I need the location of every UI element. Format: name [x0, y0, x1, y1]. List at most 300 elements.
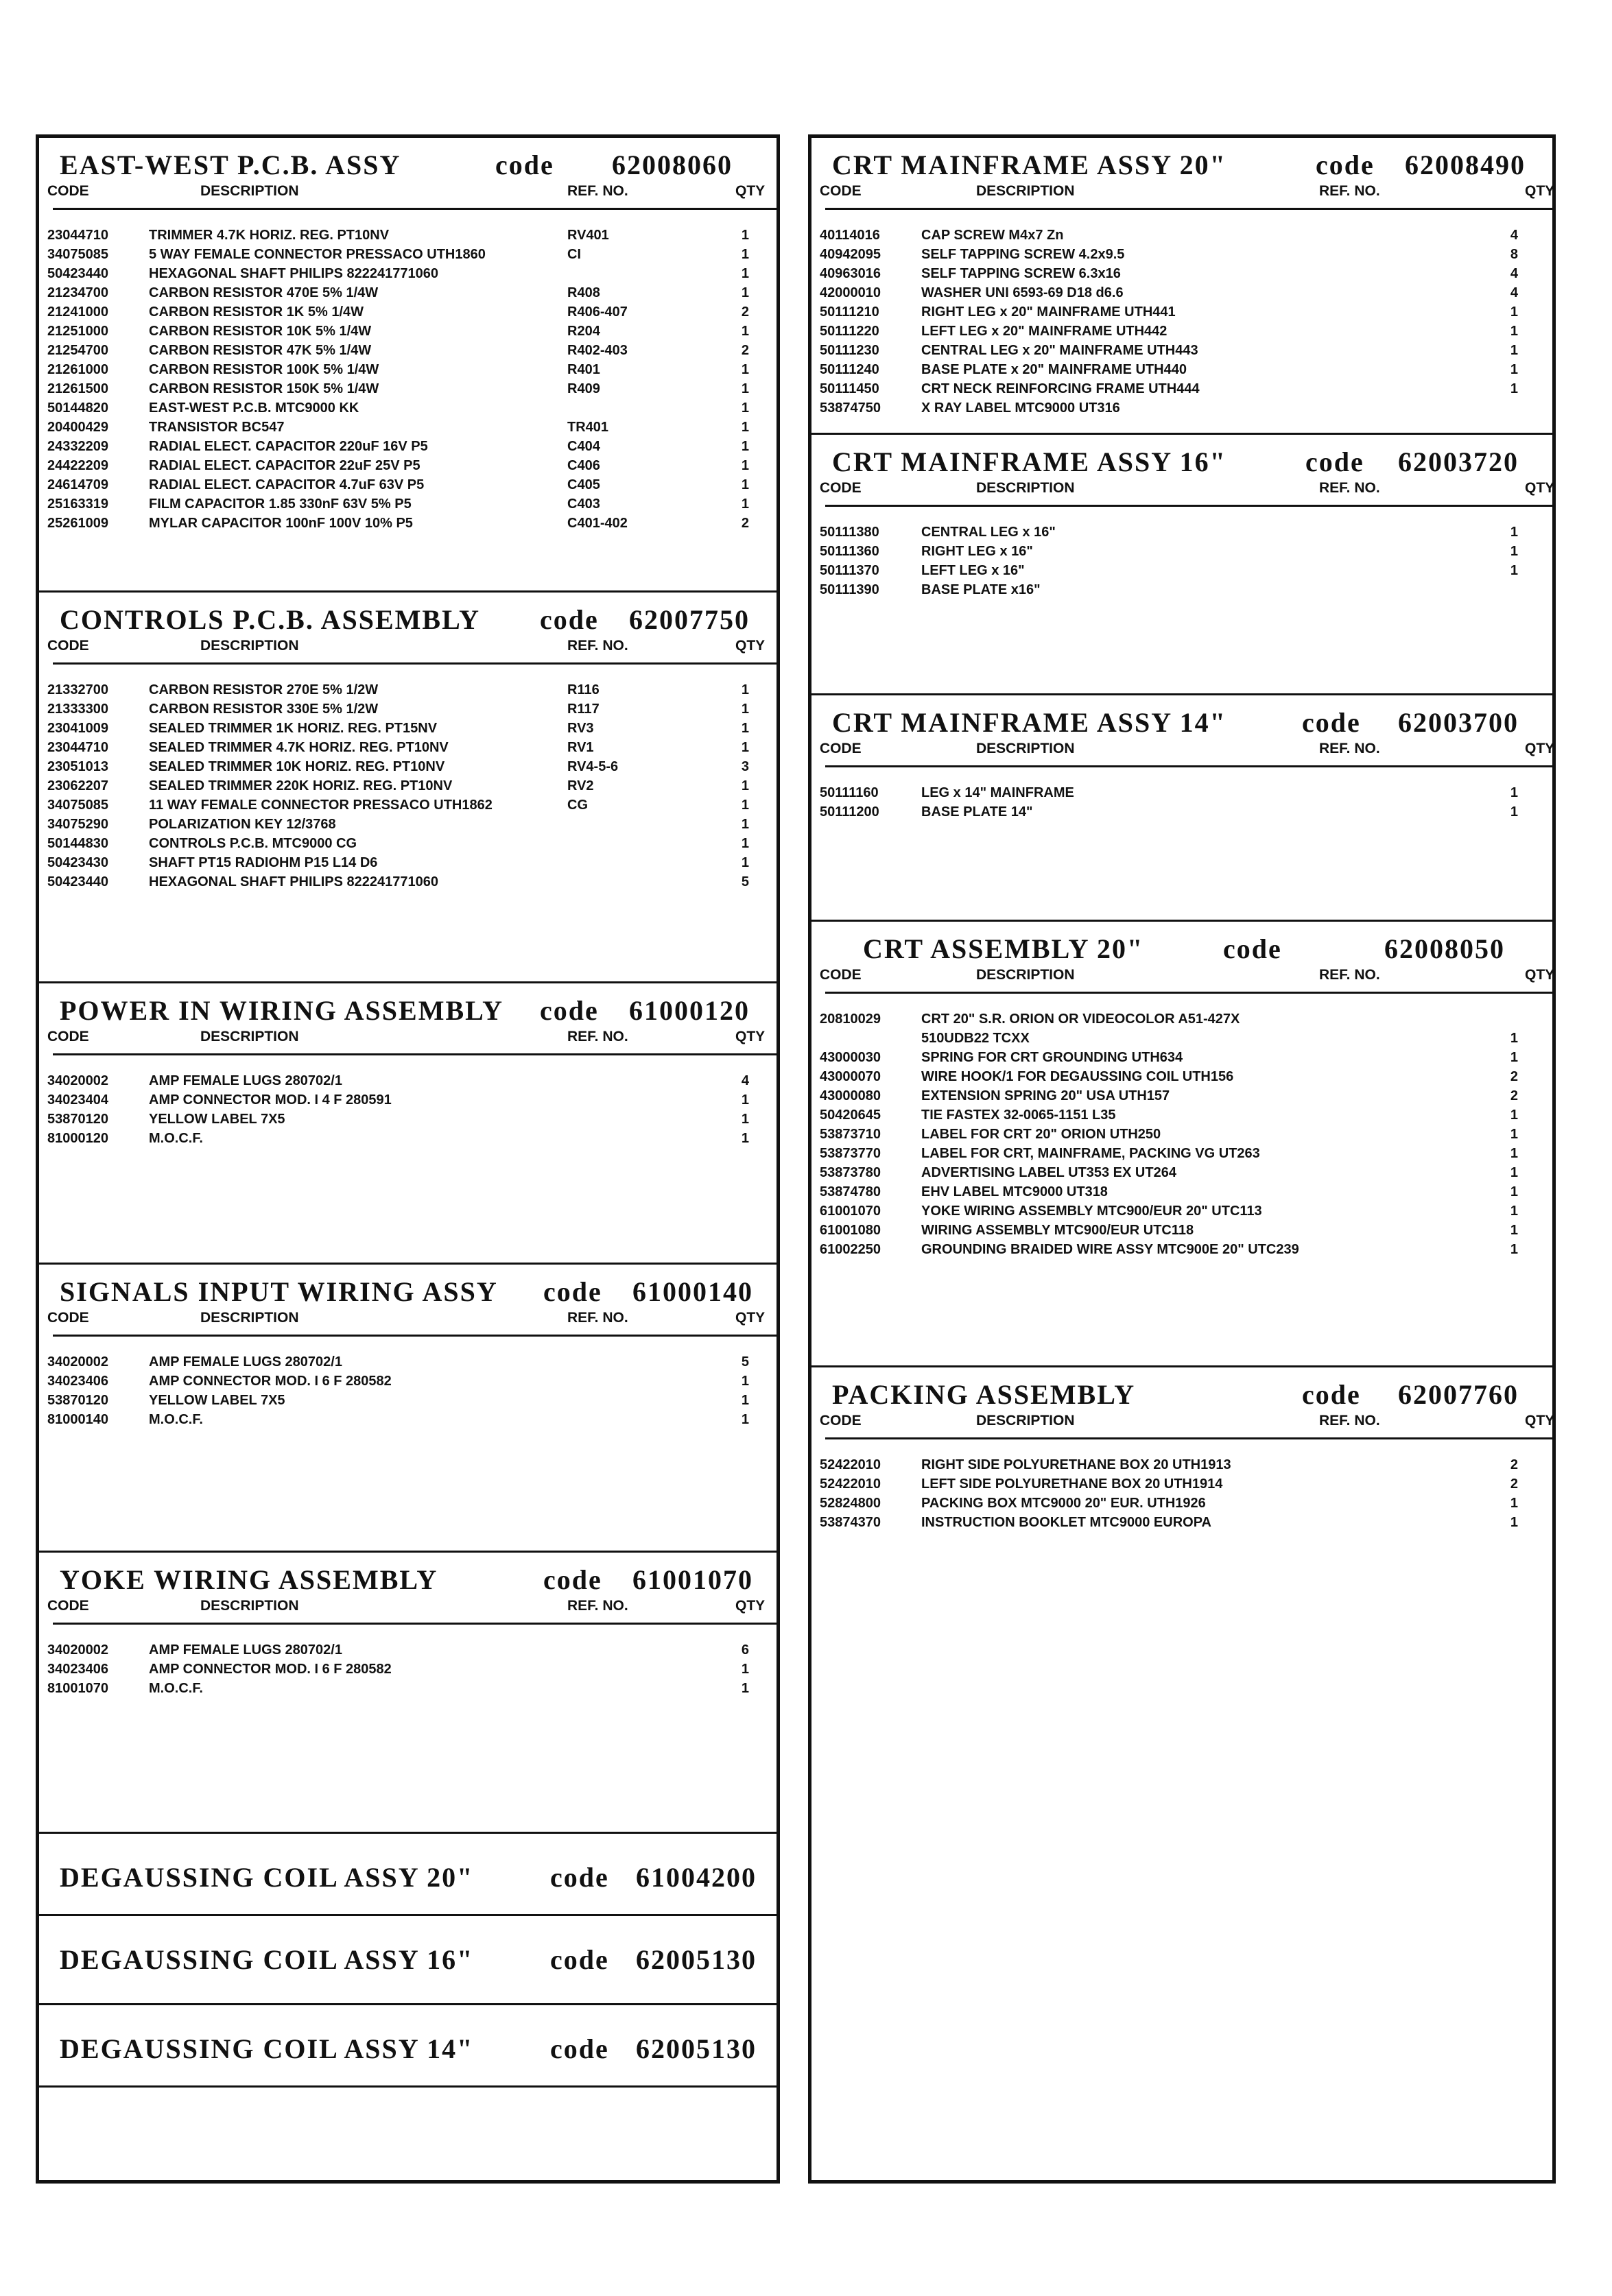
item-code: 23044710	[47, 228, 108, 243]
section-title-row	[39, 989, 777, 1030]
column-header-row	[39, 1310, 777, 1330]
table-row	[811, 1494, 1552, 1513]
item-code: 21261000	[47, 362, 108, 377]
code-label: code	[1316, 150, 1375, 180]
item-qty: 6	[741, 1642, 749, 1658]
table-row	[39, 264, 777, 283]
item-description: GROUNDING BRAIDED WIRE ASSY MTC900E 20" UTC239	[921, 1242, 1299, 1257]
item-description: LEFT LEG x 20" MAINFRAME UTH442	[921, 324, 1167, 339]
section-title-row	[811, 1373, 1552, 1414]
left-section	[39, 1551, 777, 1832]
header-qty: QTY	[735, 183, 766, 199]
item-code: 34020002	[47, 1642, 108, 1658]
table-row	[39, 1660, 777, 1679]
item-description: CENTRAL LEG x 16"	[921, 525, 1056, 540]
item-code: 50420645	[820, 1108, 881, 1123]
header-description: DESCRIPTION	[200, 638, 299, 654]
item-code: 34020002	[47, 1354, 108, 1370]
item-qty: 1	[741, 228, 749, 243]
item-ref: R401	[567, 362, 600, 377]
table-row	[811, 264, 1552, 283]
item-description: CARBON RESISTOR 1K 5% 1/4W	[149, 304, 364, 320]
table-row	[39, 776, 777, 796]
item-code: 50111360	[820, 544, 879, 559]
left-column	[36, 134, 780, 2184]
section-code: 61000120	[629, 995, 750, 1026]
item-qty: 1	[741, 1131, 749, 1146]
header-code: CODE	[820, 183, 862, 199]
section-title: DEGAUSSING COIL ASSY 14"	[60, 2033, 474, 2064]
item-qty: 1	[1510, 1242, 1518, 1257]
item-code: 24614709	[47, 477, 108, 492]
column-header-row	[39, 1029, 777, 1049]
table-row	[39, 398, 777, 418]
item-description: TIE FASTEX 32-0065-1151 L35	[921, 1108, 1116, 1123]
item-code: 53874370	[820, 1515, 881, 1530]
item-code: 61001070	[820, 1204, 881, 1219]
section-code: 61004200	[636, 1862, 757, 1893]
item-code: 25261009	[47, 516, 108, 531]
item-qty: 1	[741, 1412, 749, 1427]
table-row	[811, 802, 1552, 822]
item-list	[39, 1071, 777, 1148]
header-rule	[53, 1053, 777, 1055]
section-title-row	[39, 1558, 777, 1599]
item-qty: 1	[1510, 1165, 1518, 1180]
item-code: 52422010	[820, 1457, 881, 1472]
item-code: 50111230	[820, 343, 879, 358]
item-description: RIGHT LEG x 20" MAINFRAME UTH441	[921, 304, 1176, 320]
item-code: 40963016	[820, 266, 881, 281]
item-qty: 2	[1510, 1457, 1518, 1472]
table-row	[811, 1201, 1552, 1221]
item-code: 53873770	[820, 1146, 881, 1161]
item-list	[811, 523, 1552, 599]
item-qty: 1	[741, 702, 749, 717]
item-qty: 1	[1510, 343, 1518, 358]
item-description: AMP CONNECTOR MOD. I 4 F 280591	[149, 1092, 392, 1108]
item-code: 53874750	[820, 400, 881, 416]
item-ref: RV1	[567, 740, 594, 755]
section-title: DEGAUSSING COIL ASSY 16"	[60, 1944, 474, 1975]
item-description: CARBON RESISTOR 47K 5% 1/4W	[149, 343, 372, 358]
item-code: 21332700	[47, 682, 108, 697]
code-label: code	[1302, 1379, 1361, 1410]
item-qty: 1	[741, 1112, 749, 1127]
item-ref: C401-402	[567, 516, 628, 531]
table-row	[811, 1048, 1552, 1067]
table-row	[39, 226, 777, 245]
table-row	[811, 1221, 1552, 1240]
item-description: RADIAL ELECT. CAPACITOR 22uF 25V P5	[149, 458, 420, 473]
table-row	[39, 302, 777, 322]
item-code: 50111370	[820, 563, 879, 578]
section-code: 62005130	[636, 1944, 757, 1975]
item-qty: 1	[1510, 1127, 1518, 1142]
item-code: 52824800	[820, 1496, 881, 1511]
item-code: 53870120	[47, 1112, 108, 1127]
table-row	[811, 302, 1552, 322]
header-code: CODE	[820, 741, 862, 756]
table-row	[811, 561, 1552, 580]
item-qty: 1	[741, 324, 749, 339]
table-row	[811, 1029, 1552, 1048]
header-code: CODE	[820, 480, 862, 496]
table-row	[811, 1455, 1552, 1474]
header-description: DESCRIPTION	[976, 1413, 1075, 1428]
table-row	[811, 1086, 1552, 1105]
table-row	[39, 1410, 777, 1429]
item-qty: 2	[1510, 1088, 1518, 1103]
item-qty: 1	[1510, 1223, 1518, 1238]
item-qty: 1	[741, 362, 749, 377]
item-ref: C406	[567, 458, 600, 473]
item-code: 50111210	[820, 304, 879, 320]
header-rule	[825, 765, 1552, 767]
bottom-rule	[39, 2085, 777, 2092]
item-description: LEFT LEG x 16"	[921, 563, 1025, 578]
item-qty: 4	[1510, 228, 1518, 243]
item-code: 50423440	[47, 266, 108, 281]
degaussing-title-row	[39, 1916, 777, 1998]
item-description: WIRING ASSEMBLY MTC900/EUR UTC118	[921, 1223, 1194, 1238]
item-code: 43000080	[820, 1088, 881, 1103]
code-label: code	[540, 604, 599, 635]
item-description: LABEL FOR CRT 20" ORION UTH250	[921, 1127, 1161, 1142]
code-label: code	[543, 1564, 602, 1595]
item-description: MYLAR CAPACITOR 100nF 100V 10% P5	[149, 516, 413, 531]
table-row	[811, 226, 1552, 245]
item-code: 20810029	[820, 1012, 881, 1027]
item-description: LEFT SIDE POLYURETHANE BOX 20 UTH1914	[921, 1476, 1223, 1492]
item-qty: 1	[741, 266, 749, 281]
left-section	[39, 138, 777, 590]
header-qty: QTY	[735, 1310, 766, 1326]
header-description: DESCRIPTION	[200, 1598, 299, 1614]
item-description: SEALED TRIMMER 1K HORIZ. REG. PT15NV	[149, 721, 438, 736]
item-code: 50111160	[820, 785, 879, 800]
item-description: LEG x 14" MAINFRAME	[921, 785, 1074, 800]
section-title: DEGAUSSING COIL ASSY 20"	[60, 1862, 474, 1893]
item-description: CARBON RESISTOR 10K 5% 1/4W	[149, 324, 372, 339]
item-list	[39, 226, 777, 533]
item-qty: 1	[741, 497, 749, 512]
item-qty: 1	[1510, 804, 1518, 820]
item-description: WASHER UNI 6593-69 D18 d6.6	[921, 285, 1124, 300]
table-row	[811, 1105, 1552, 1125]
header-qty: QTY	[1525, 183, 1555, 199]
item-description: RIGHT LEG x 16"	[921, 544, 1033, 559]
item-qty: 1	[741, 477, 749, 492]
item-description: YOKE WIRING ASSEMBLY MTC900/EUR 20" UTC113	[921, 1204, 1262, 1219]
item-qty: 1	[741, 247, 749, 262]
item-ref: RV3	[567, 721, 594, 736]
item-qty: 4	[1510, 266, 1518, 281]
table-row	[39, 1391, 777, 1410]
header-description: DESCRIPTION	[976, 480, 1075, 496]
table-row	[39, 853, 777, 872]
header-ref: REF. NO.	[567, 1310, 628, 1326]
item-description: RADIAL ELECT. CAPACITOR 4.7uF 63V P5	[149, 477, 425, 492]
item-qty: 1	[1510, 1146, 1518, 1161]
item-code: 34020002	[47, 1073, 108, 1088]
item-qty: 1	[1510, 1050, 1518, 1065]
right-section	[811, 433, 1555, 693]
item-qty: 4	[1510, 285, 1518, 300]
item-qty: 1	[1510, 1031, 1518, 1046]
code-label: code	[550, 2033, 609, 2064]
section-title-row	[811, 440, 1552, 481]
degaussing-section	[39, 2003, 777, 2085]
table-row	[39, 1352, 777, 1372]
item-code: 50111450	[820, 381, 879, 396]
table-row	[39, 514, 777, 533]
table-row	[811, 1144, 1552, 1163]
item-description: AMP CONNECTOR MOD. I 6 F 280582	[149, 1662, 392, 1677]
code-label: code	[1302, 707, 1361, 738]
section-title: CRT MAINFRAME ASSY 16"	[832, 446, 1226, 477]
section-code: 62005130	[636, 2033, 757, 2064]
item-code: 34023406	[47, 1662, 108, 1677]
item-qty: 2	[1510, 1476, 1518, 1492]
item-description: BASE PLATE x16"	[921, 582, 1041, 597]
table-row	[811, 580, 1552, 599]
section-code: 62008060	[612, 150, 733, 180]
section-title-row	[811, 701, 1552, 742]
item-list	[811, 783, 1552, 822]
item-ref: CG	[567, 798, 588, 813]
item-description: SELF TAPPING SCREW 4.2x9.5	[921, 247, 1125, 262]
item-description: M.O.C.F.	[149, 1681, 203, 1696]
item-description: 11 WAY FEMALE CONNECTOR PRESSACO UTH1862	[149, 798, 493, 813]
column-header-row	[39, 1598, 777, 1618]
item-code: 50111200	[820, 804, 879, 820]
item-qty: 1	[741, 285, 749, 300]
item-code: 50144830	[47, 836, 108, 851]
header-rule	[825, 1437, 1552, 1439]
table-row	[39, 796, 777, 815]
item-description: CONTROLS P.C.B. MTC9000 CG	[149, 836, 357, 851]
item-code: 42000010	[820, 285, 881, 300]
section-title-row	[811, 143, 1552, 184]
code-label: code	[550, 1862, 609, 1893]
item-description: SEALED TRIMMER 220K HORIZ. REG. PT10NV	[149, 778, 453, 793]
header-qty: QTY	[1525, 480, 1555, 496]
table-row	[39, 379, 777, 398]
item-qty: 1	[1510, 1515, 1518, 1530]
item-code: 34023404	[47, 1092, 108, 1108]
table-row	[39, 680, 777, 699]
item-description: YELLOW LABEL 7X5	[149, 1393, 285, 1408]
item-code: 81000120	[47, 1131, 108, 1146]
item-qty: 2	[1510, 1069, 1518, 1084]
item-code: 24422209	[47, 458, 108, 473]
item-description: 5 WAY FEMALE CONNECTOR PRESSACO UTH1860	[149, 247, 486, 262]
section-title-row	[39, 143, 777, 184]
section-code: 62008490	[1405, 150, 1526, 180]
header-ref: REF. NO.	[1319, 183, 1380, 199]
table-row	[811, 322, 1552, 341]
item-qty: 1	[1510, 381, 1518, 396]
section-code: 62007760	[1398, 1379, 1519, 1410]
item-description: BASE PLATE x 20" MAINFRAME UTH440	[921, 362, 1187, 377]
header-description: DESCRIPTION	[976, 967, 1075, 983]
item-qty: 1	[741, 855, 749, 870]
table-row	[39, 418, 777, 437]
item-qty: 1	[1510, 1184, 1518, 1199]
right-section	[811, 138, 1555, 433]
item-description: PACKING BOX MTC9000 20" EUR. UTH1926	[921, 1496, 1206, 1511]
item-description: CARBON RESISTOR 470E 5% 1/4W	[149, 285, 379, 300]
item-description: X RAY LABEL MTC9000 UT316	[921, 400, 1120, 416]
item-code: 21251000	[47, 324, 108, 339]
item-code: 50423430	[47, 855, 108, 870]
item-code: 21241000	[47, 304, 108, 320]
header-code: CODE	[47, 1029, 89, 1044]
header-qty: QTY	[735, 1029, 766, 1044]
item-ref: RV4-5-6	[567, 759, 619, 774]
item-ref: TR401	[567, 420, 609, 435]
item-list	[39, 1352, 777, 1429]
table-row	[39, 1071, 777, 1090]
section-title-row	[39, 598, 777, 639]
degaussing-title-row	[39, 1834, 777, 1916]
table-row	[39, 283, 777, 302]
table-row	[811, 1182, 1552, 1201]
item-qty: 1	[1510, 304, 1518, 320]
item-code: 53874780	[820, 1184, 881, 1199]
header-ref: REF. NO.	[567, 1598, 628, 1614]
item-qty: 2	[741, 516, 749, 531]
item-ref: R406-407	[567, 304, 628, 320]
item-code: 50111240	[820, 362, 879, 377]
item-code: 23062207	[47, 778, 108, 793]
header-qty: QTY	[1525, 1413, 1555, 1428]
header-ref: REF. NO.	[1319, 967, 1380, 983]
section-title-row	[39, 1270, 777, 1311]
table-row	[811, 1125, 1552, 1144]
item-qty: 2	[741, 343, 749, 358]
item-code: 23051013	[47, 759, 108, 774]
degaussing-title-row	[39, 2005, 777, 2088]
table-row	[39, 360, 777, 379]
header-code: CODE	[47, 1598, 89, 1614]
header-description: DESCRIPTION	[200, 1310, 299, 1326]
item-description: M.O.C.F.	[149, 1131, 203, 1146]
header-code: CODE	[820, 1413, 862, 1428]
section-code: 62003720	[1398, 446, 1519, 477]
item-qty: 8	[1510, 247, 1518, 262]
table-row	[811, 1163, 1552, 1182]
table-row	[811, 1513, 1552, 1532]
item-description: FILM CAPACITOR 1.85 330nF 63V 5% P5	[149, 497, 412, 512]
item-code: 34075290	[47, 817, 108, 832]
item-description: HEXAGONAL SHAFT PHILIPS 822241771060	[149, 874, 439, 889]
item-ref: R408	[567, 285, 600, 300]
section-code: 61001070	[632, 1564, 753, 1595]
table-row	[39, 757, 777, 776]
item-code: 24332209	[47, 439, 108, 454]
item-qty: 1	[1510, 362, 1518, 377]
header-description: DESCRIPTION	[200, 1029, 299, 1044]
item-qty: 1	[741, 798, 749, 813]
table-row	[811, 283, 1552, 302]
item-qty: 1	[741, 778, 749, 793]
item-qty: 1	[741, 1681, 749, 1696]
header-code: CODE	[47, 1310, 89, 1326]
column-header-row	[811, 967, 1555, 988]
section-code: 62008050	[1384, 933, 1505, 964]
table-row	[39, 437, 777, 456]
item-code: 20400429	[47, 420, 108, 435]
item-code: 23044710	[47, 740, 108, 755]
section-title: PACKING ASSEMBLY	[832, 1379, 1136, 1410]
header-qty: QTY	[735, 638, 766, 654]
table-row	[811, 1474, 1552, 1494]
item-list	[811, 1455, 1552, 1532]
item-qty: 2	[741, 304, 749, 320]
item-code: 81001070	[47, 1681, 108, 1696]
code-label: code	[1305, 446, 1364, 477]
item-qty: 1	[741, 1393, 749, 1408]
item-qty: 1	[1510, 1496, 1518, 1511]
table-row	[39, 1090, 777, 1110]
item-qty: 1	[1510, 785, 1518, 800]
item-description: M.O.C.F.	[149, 1412, 203, 1427]
item-code: 23041009	[47, 721, 108, 736]
item-code: 40114016	[820, 228, 880, 243]
column-header-row	[811, 1413, 1555, 1433]
item-qty: 1	[1510, 544, 1518, 559]
column-header-row	[811, 741, 1555, 761]
table-row	[811, 783, 1552, 802]
header-rule	[53, 1623, 777, 1625]
item-code: 53870120	[47, 1393, 108, 1408]
item-qty: 1	[741, 1374, 749, 1389]
table-row	[39, 341, 777, 360]
header-description: DESCRIPTION	[976, 741, 1075, 756]
item-description: CRT 20" S.R. ORION OR VIDEOCOLOR A51-427X	[921, 1012, 1240, 1027]
table-row	[811, 245, 1552, 264]
item-ref: R402-403	[567, 343, 628, 358]
item-description: AMP FEMALE LUGS 280702/1	[149, 1642, 342, 1658]
item-qty: 1	[741, 1662, 749, 1677]
code-label: code	[1223, 933, 1282, 964]
table-row	[39, 1679, 777, 1698]
header-code: CODE	[47, 638, 89, 654]
item-qty: 1	[1510, 563, 1518, 578]
item-description: AMP FEMALE LUGS 280702/1	[149, 1073, 342, 1088]
item-description: CARBON RESISTOR 270E 5% 1/2W	[149, 682, 379, 697]
table-row	[811, 341, 1552, 360]
item-list	[39, 680, 777, 892]
item-qty: 1	[741, 439, 749, 454]
item-description: CENTRAL LEG x 20" MAINFRAME UTH443	[921, 343, 1198, 358]
section-title: EAST-WEST P.C.B. ASSY	[60, 150, 401, 180]
item-ref: C405	[567, 477, 600, 492]
item-qty: 1	[1510, 1204, 1518, 1219]
item-qty: 1	[741, 721, 749, 736]
item-code: 40942095	[820, 247, 881, 262]
table-row	[39, 738, 777, 757]
item-qty: 1	[741, 682, 749, 697]
header-ref: REF. NO.	[1319, 1413, 1380, 1428]
item-description: EHV LABEL MTC9000 UT318	[921, 1184, 1108, 1199]
item-description: ADVERTISING LABEL UT353 EX UT264	[921, 1165, 1176, 1180]
item-qty: 5	[741, 874, 749, 889]
header-rule	[53, 208, 777, 210]
item-description: POLARIZATION KEY 12/3768	[149, 817, 336, 832]
